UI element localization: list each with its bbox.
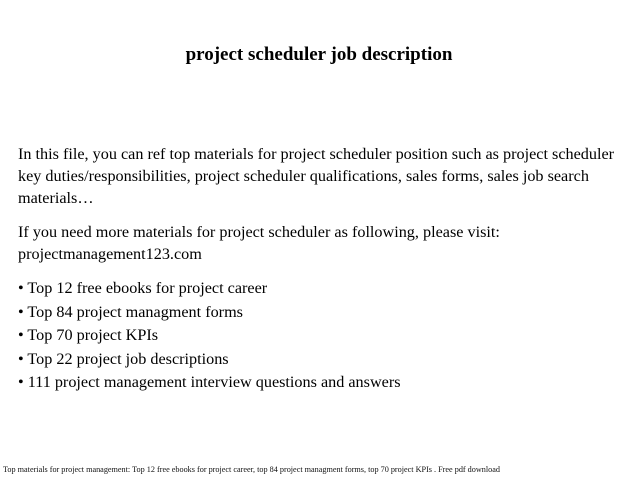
list-item: • 111 project management interview questions and answers <box>18 373 401 391</box>
more-materials-paragraph: If you need more materials for project scheduler as following, please visit: projectmanagement123.com <box>18 223 500 263</box>
footer-text: Top materials for project management: Top 12 free ebooks for project career, top 84 project managment forms, top 70 project KPIs . Free pdf download <box>3 465 500 474</box>
slide-body <box>18 143 628 395</box>
list-item: • Top 70 project KPIs <box>18 326 159 344</box>
page-title: project scheduler job description <box>185 44 453 65</box>
list-item: • Top 12 free ebooks for project career <box>18 279 268 297</box>
materials-list <box>18 277 628 395</box>
list-item: • Top 84 project managment forms <box>18 302 243 321</box>
list-item: • Top 22 project job descriptions <box>18 349 229 368</box>
intro-paragraph: In this file, you can ref top materials for project scheduler position such as project scheduler key duties/responsibilities, project scheduler qualifications, sales forms, sales job search materials… <box>18 145 615 207</box>
